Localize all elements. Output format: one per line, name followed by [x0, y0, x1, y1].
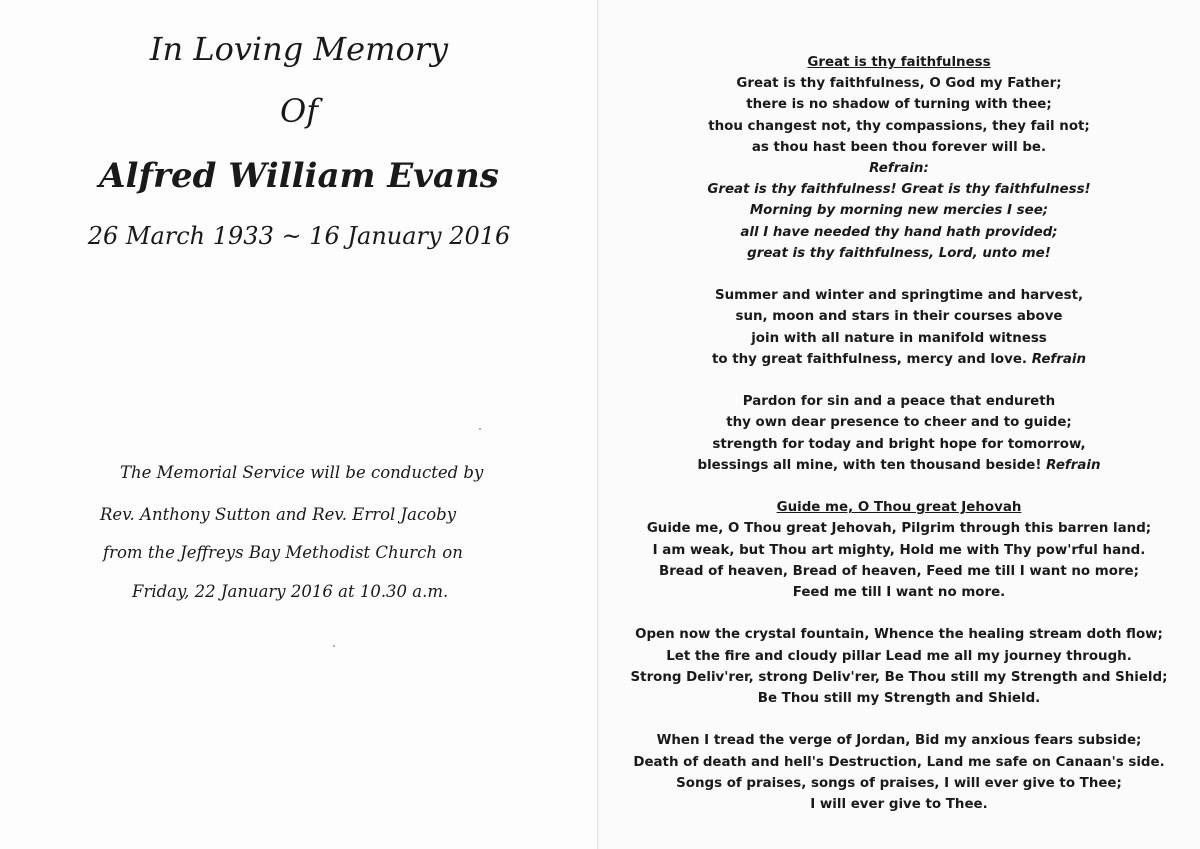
hymn2-verse2-line: Open now the crystal fountain, Whence the healing stream doth flow;: [635, 627, 1163, 643]
stanza-gap: [598, 476, 1200, 497]
service-line-1: The Memorial Service will be conducted by: [120, 463, 484, 482]
hymn1-verse1-line: there is no shadow of turning with thee;: [746, 97, 1052, 113]
hymn2-verse3-line: I will ever give to Thee.: [810, 797, 988, 813]
hymn1-refrain-marker: Refrain: [1031, 351, 1087, 367]
hymn1-verse3-line: strength for today and bright hope for tomorrow,: [712, 436, 1086, 452]
paper-speck: [333, 645, 335, 647]
life-dates: 26 March 1933 ~ 16 January 2016: [87, 222, 511, 250]
hymn2-verse3-line: Songs of praises, songs of praises, I will ever give to Thee;: [676, 775, 1122, 791]
hymn1-verse2-line: sun, moon and stars in their courses above: [735, 309, 1063, 325]
hymn1-verse3-last-text: blessings all mine, with ten thousand beside!: [697, 457, 1042, 473]
hymn1-verse1-line: Great is thy faithfulness, O God my Father;: [736, 76, 1062, 92]
hymn2-verse2-line: Let the fire and cloudy pillar Lead me all my journey through.: [666, 648, 1132, 664]
memorial-heading: In Loving Memory: [149, 30, 449, 68]
hymn2-verse3-line: When I tread the verge of Jordan, Bid my anxious fears subside;: [656, 733, 1142, 749]
hymn2-verse2-line: Be Thou still my Strength and Shield.: [757, 691, 1041, 707]
hymn1-refrain-line: all I have needed thy hand hath provided;: [740, 224, 1058, 240]
paper-speck: [479, 428, 481, 430]
hymn1-verse1-line: as thou hast been thou forever will be.: [751, 139, 1047, 155]
hymn1-title: Great is thy faithfulness: [807, 55, 991, 70]
service-line-2: Rev. Anthony Sutton and Rev. Errol Jacoby: [100, 505, 457, 524]
service-line-3: from the Jeffreys Bay Methodist Church on: [103, 543, 463, 562]
deceased-name: Alfred William Evans: [99, 156, 499, 196]
hymn2-verse1-line: Bread of heaven, Bread of heaven, Feed me till I want no more;: [659, 563, 1139, 579]
hymn-text: [598, 52, 1200, 815]
hymn2-verse1-line: I am weak, but Thou art mighty, Hold me with Thy pow'rful hand.: [652, 542, 1146, 558]
hymn2-title: Guide me, O Thou great Jehovah: [776, 500, 1022, 516]
hymn1-refrain-line: great is thy faithfulness, Lord, unto me!: [747, 245, 1051, 261]
hymn1-verse3-line: thy own dear presence to cheer and to guide;: [726, 415, 1072, 431]
stanza-gap: [598, 264, 1200, 285]
stanza-gap: [598, 370, 1200, 391]
hymn2-verse1-line: Guide me, O Thou great Jehovah, Pilgrim through this barren land;: [646, 521, 1152, 537]
hymn1-refrain-line: Great is thy faithfulness! Great is thy faithfulness!: [707, 182, 1091, 198]
hymn1-verse1-line: thou changest not, thy compassions, they fail not;: [708, 118, 1090, 134]
hymn1-refrain-label: Refrain:: [869, 161, 929, 177]
hymn2-verse1-line: Feed me till I want no more.: [792, 585, 1006, 601]
hymn1-refrain-marker: Refrain: [1046, 457, 1101, 473]
stanza-gap: [598, 709, 1200, 730]
hymn1-verse2-line: join with all nature in manifold witness: [751, 330, 1047, 346]
hymn1-verse2-line-last: [598, 349, 1200, 370]
hymn1-verse3-line-last: [598, 455, 1200, 476]
stanza-gap: [598, 603, 1200, 624]
hymn2-verse2-line: Strong Deliv'rer, strong Deliv'rer, Be Thou still my Strength and Shield;: [630, 669, 1168, 685]
hymn1-verse2-line: Summer and winter and springtime and harvest,: [714, 288, 1084, 304]
memorial-of: Of: [279, 92, 319, 130]
hymn2-verse3-line: Death of death and hell's Destruction, Land me safe on Canaan's side.: [633, 754, 1165, 770]
hymn1-refrain-line: Morning by morning new mercies I see;: [749, 203, 1049, 219]
service-line-4: Friday, 22 January 2016 at 10.30 a.m.: [132, 582, 449, 601]
hymn1-verse2-last-text: to thy great faithfulness, mercy and love.: [711, 351, 1028, 367]
hymn1-verse3-line: Pardon for sin and a peace that endureth: [742, 394, 1056, 410]
